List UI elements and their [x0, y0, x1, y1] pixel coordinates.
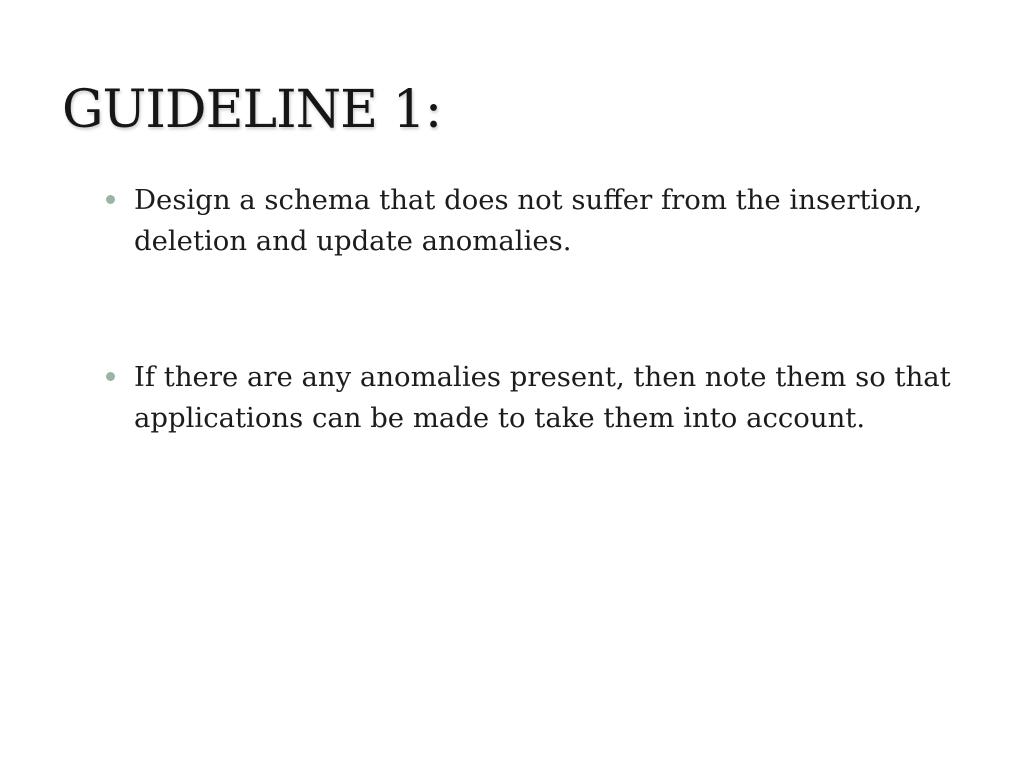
- bullet-list: [104, 180, 954, 439]
- bullet-text: If there are any anomalies present, then note them so that applications can be made to take them into account.: [134, 361, 951, 434]
- bullet-item: [104, 180, 954, 262]
- slide-title: GUIDELINE 1:: [62, 80, 442, 140]
- bullet-item: [104, 357, 954, 439]
- bullet-dot-icon: [106, 195, 115, 204]
- bullet-dot-icon: [106, 372, 115, 381]
- bullet-text: Design a schema that does not suffer from the insertion, deletion and update anomalies.: [134, 184, 923, 257]
